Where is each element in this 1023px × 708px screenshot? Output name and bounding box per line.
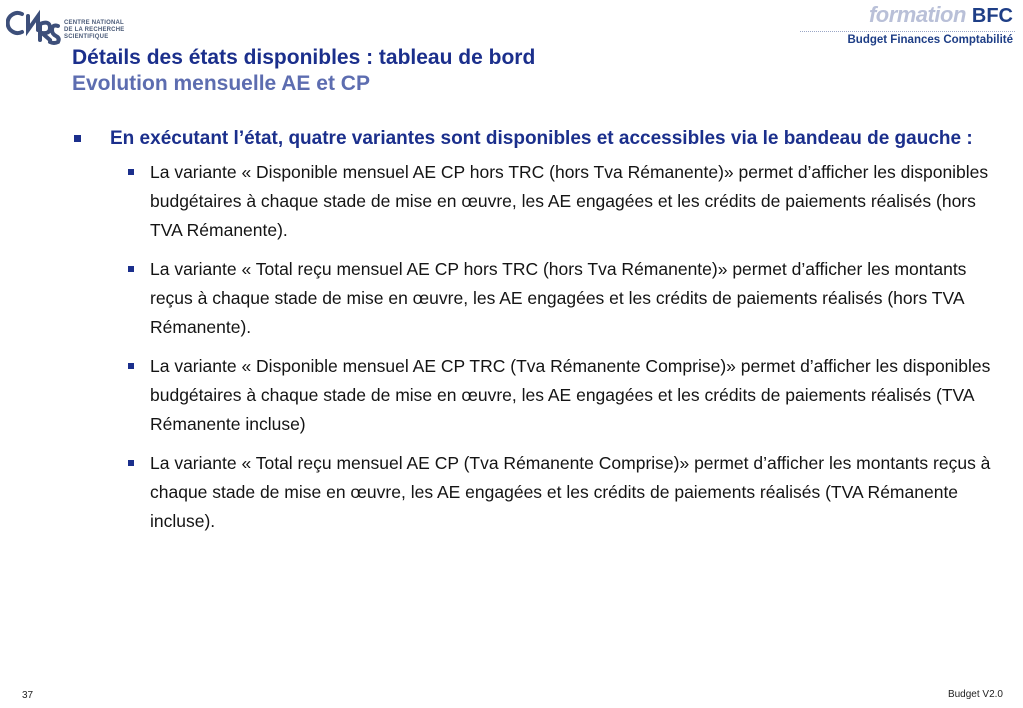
main-bullet bbox=[70, 122, 1010, 156]
brand-divider bbox=[800, 31, 1015, 32]
square-bullet-icon bbox=[74, 135, 81, 142]
variant-text: La variante « Disponible mensuel AE CP hors TRC (hors Tva Rémanente)» permet d’afficher les disponibles budgétaires à chaque stade de mise en œuvre, les AE engagées et les crédits de paiements réalisés (hors TVA Rémanente). bbox=[150, 162, 989, 240]
slide-title: Détails des états disponibles : tableau de bord bbox=[72, 46, 536, 69]
list-item bbox=[70, 352, 1010, 439]
list-item bbox=[70, 449, 1010, 536]
square-bullet-icon bbox=[128, 363, 134, 369]
slide-body bbox=[70, 122, 1010, 536]
variant-text: La variante « Disponible mensuel AE CP TRC (Tva Rémanente Comprise)» permet d’afficher les disponibles budgétaires à chaque stade de mise en œuvre, les AE engagées et les crédits de paiements réalisés (TVA Rémanente incluse) bbox=[150, 356, 991, 434]
page-number: 37 bbox=[22, 690, 34, 701]
brand-top-row bbox=[869, 2, 1013, 28]
cnrs-logo-text bbox=[64, 20, 124, 41]
square-bullet-icon bbox=[128, 266, 134, 272]
brand-subtitle: Budget Finances Comptabilité bbox=[847, 34, 1013, 46]
variant-list bbox=[70, 158, 1010, 536]
formation-bfc-brand bbox=[800, 2, 1015, 52]
brand-formation-text: formation bbox=[868, 2, 966, 27]
variant-text: La variante « Total reçu mensuel AE CP hors TRC (hors Tva Rémanente)» permet d’afficher les montants reçus à chaque stade de mise en œuvre, les AE engagées et les crédits de paiements réalisés (hors TVA Rémanente). bbox=[150, 259, 967, 337]
logo-line-3: SCIENTIFIQUE bbox=[64, 34, 109, 40]
list-item bbox=[70, 158, 1010, 245]
variant-text: La variante « Total reçu mensuel AE CP (Tva Rémanente Comprise)» permet d’afficher les montants reçus à chaque stade de mise en œuvre, les AE engagées et les crédits de paiements réalisés (TVA Rémanente incluse). bbox=[150, 453, 991, 531]
square-bullet-icon bbox=[128, 460, 134, 466]
logo-line-2: DE LA RECHERCHE bbox=[64, 27, 125, 33]
slide-subtitle: Evolution mensuelle AE et CP bbox=[72, 72, 370, 95]
main-bullet-text: En exécutant l’état, quatre variantes sont disponibles et accessibles via le bandeau de gauche : bbox=[110, 128, 973, 149]
square-bullet-icon bbox=[128, 169, 134, 175]
logo-line-1: CENTRE NATIONAL bbox=[64, 20, 124, 26]
cnrs-logo-icon bbox=[6, 6, 62, 46]
brand-bfc-text: BFC bbox=[971, 5, 1013, 27]
list-item bbox=[70, 255, 1010, 342]
footer-version: Budget V2.0 bbox=[947, 689, 1003, 700]
cnrs-logo bbox=[6, 6, 126, 46]
